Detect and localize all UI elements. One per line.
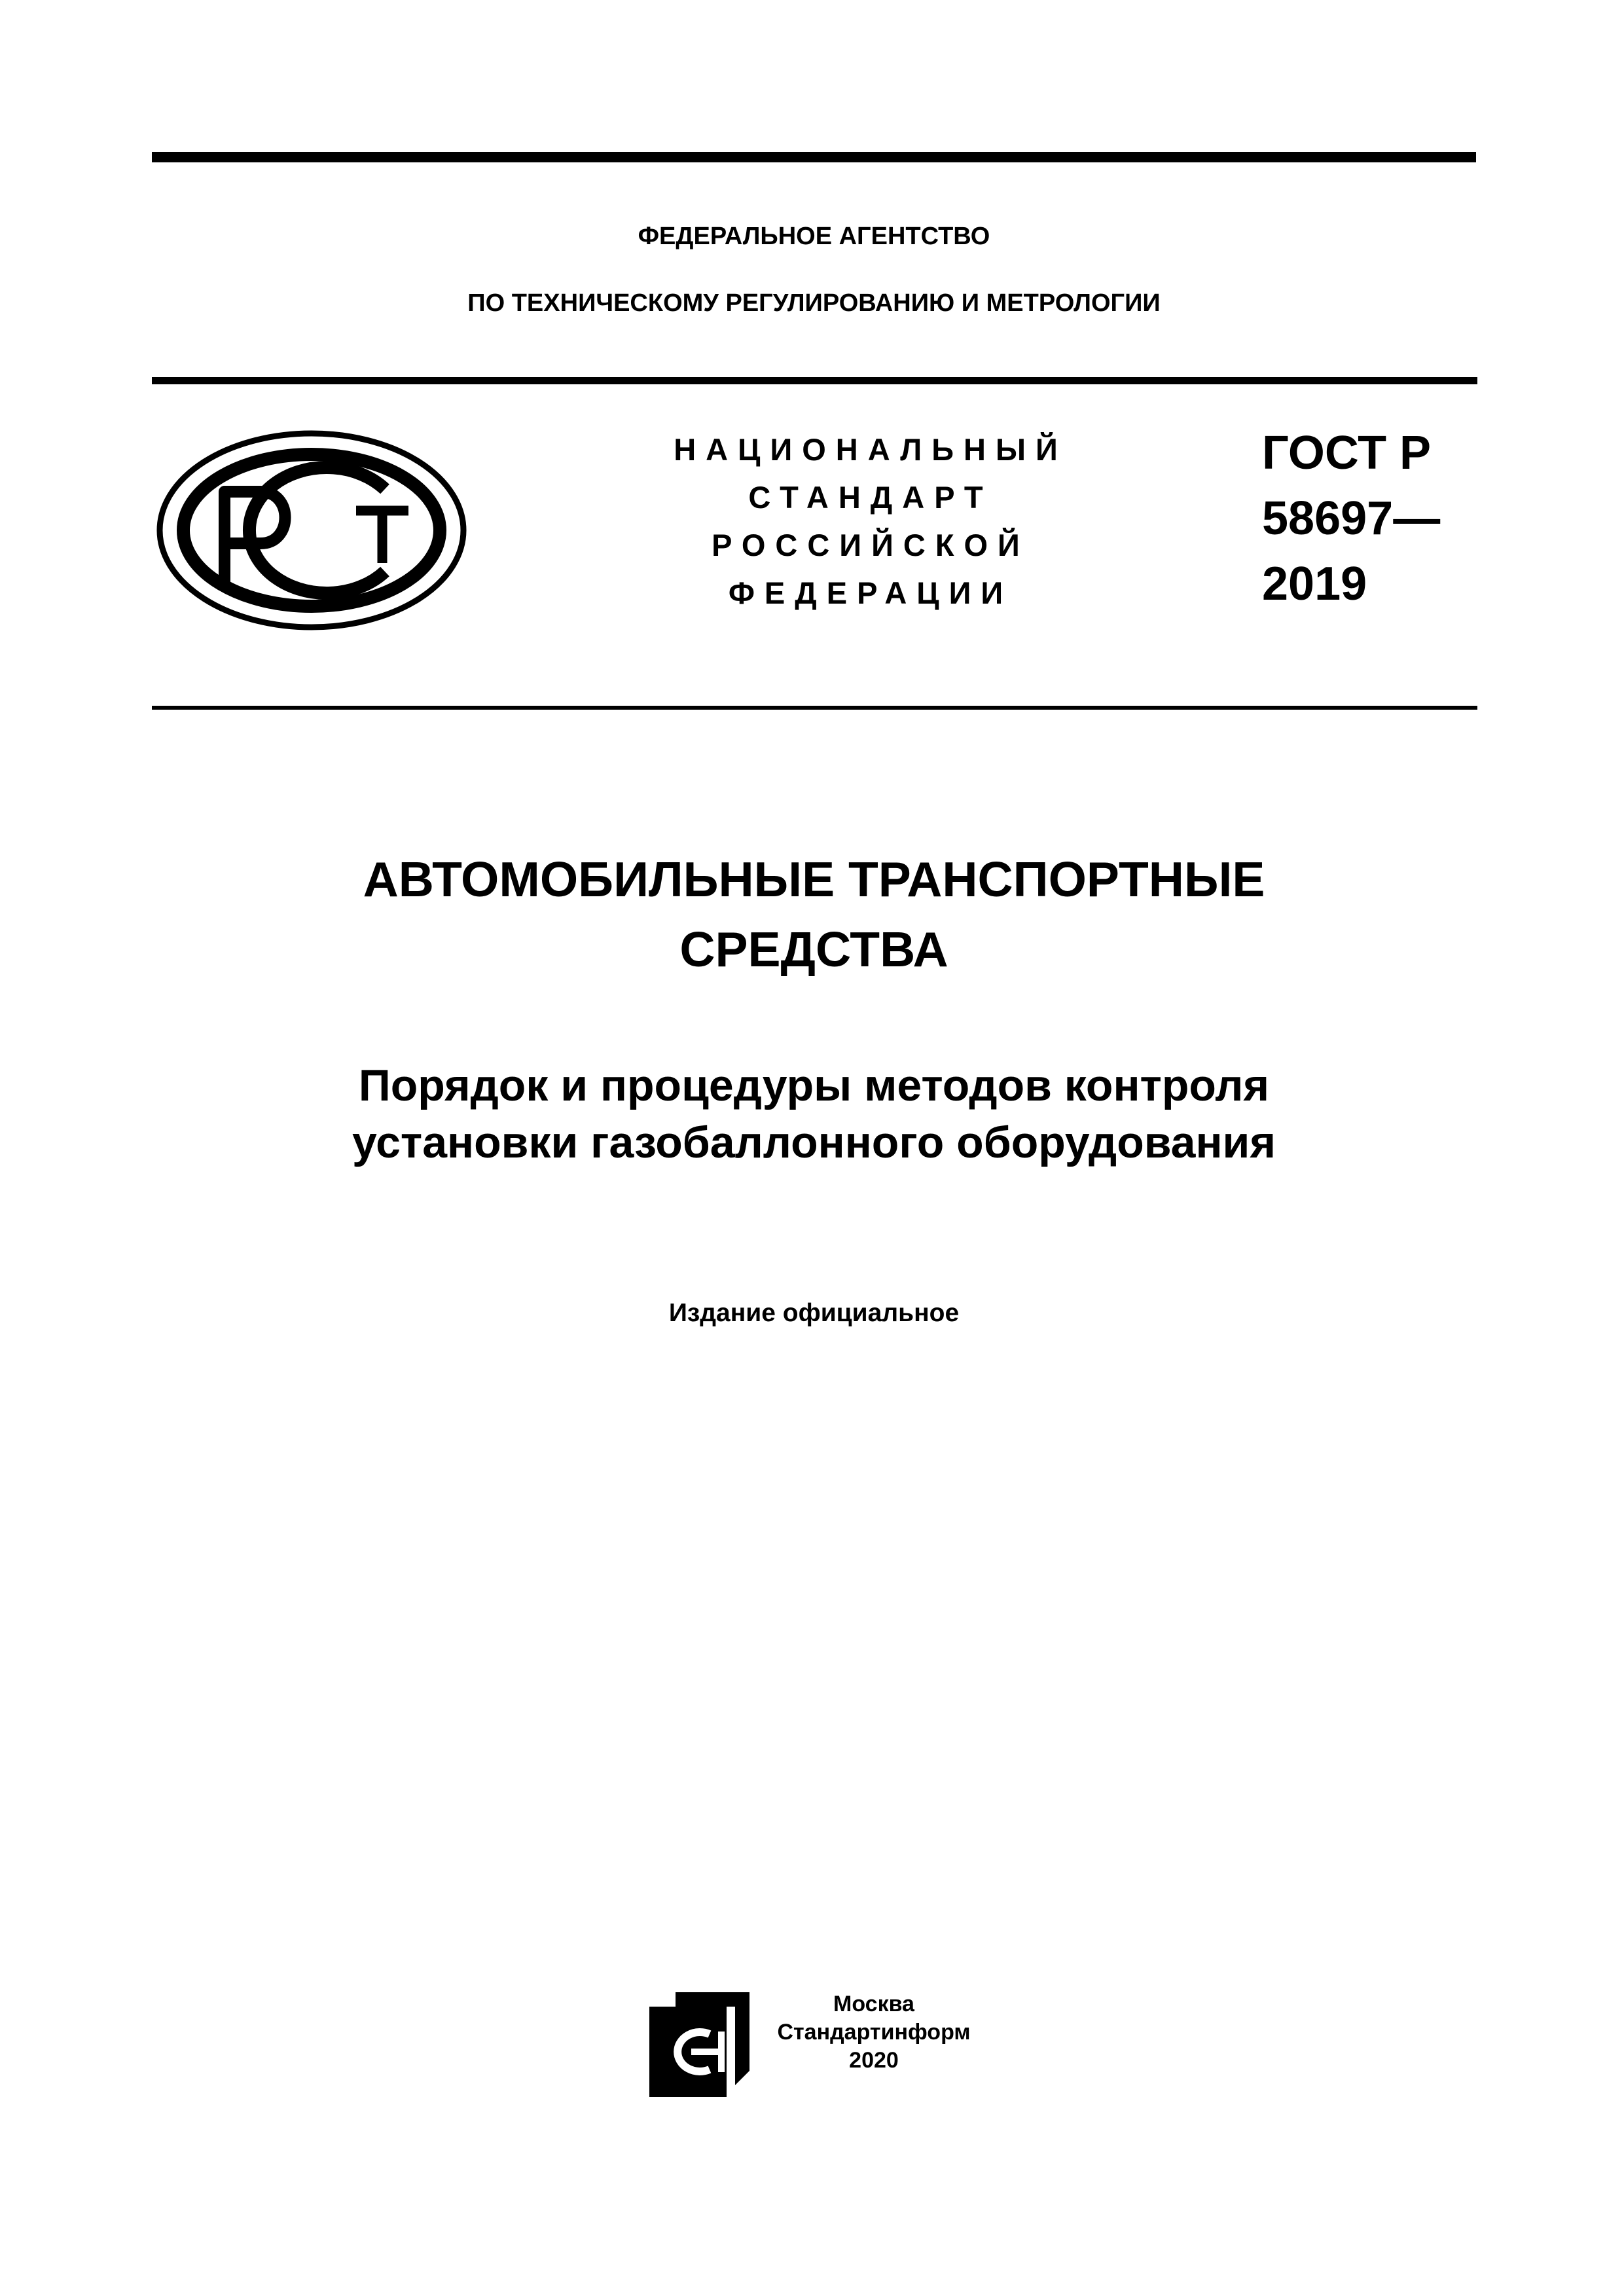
national-standard-label xyxy=(622,426,1119,617)
publisher-city: Москва xyxy=(833,1992,914,2016)
publisher-name: Стандартинформ xyxy=(777,2020,971,2045)
subtitle-line-2: установки газобаллонного оборудования xyxy=(352,1118,1276,1167)
standartinform-logo-icon xyxy=(649,1992,749,2097)
national-line-2: СТАНДАРТ xyxy=(748,480,993,515)
top-rule xyxy=(152,152,1476,162)
national-line-4: ФЕДЕРАЦИИ xyxy=(728,575,1013,610)
document-title xyxy=(152,845,1476,985)
edition-label: Издание официальное xyxy=(668,1299,960,1327)
designation-line-2: 58697— xyxy=(1262,492,1441,545)
title-line-2: СРЕДСТВА xyxy=(679,922,948,977)
rst-logo-icon xyxy=(154,429,469,632)
publisher-block xyxy=(749,1990,998,2075)
national-line-3: РОССИЙСКОЙ xyxy=(712,528,1030,562)
header-rule xyxy=(152,377,1477,384)
designation-line-3: 2019 xyxy=(1262,558,1367,610)
agency-line-1: ФЕДЕРАЛЬНОЕ АГЕНТСТВО xyxy=(638,223,990,250)
title-line-1: АВТОМОБИЛЬНЫЕ ТРАНСПОРТНЫЕ xyxy=(363,852,1265,907)
national-line-1: НАЦИОНАЛЬНЫЙ xyxy=(674,432,1068,467)
designation-line-1: ГОСТ Р xyxy=(1262,427,1432,479)
publisher-year: 2020 xyxy=(849,2048,899,2073)
standard-designation xyxy=(1262,420,1478,617)
agency-line-2: ПО ТЕХНИЧЕСКОМУ РЕГУЛИРОВАНИЮ И МЕТРОЛОГИИ xyxy=(467,289,1161,317)
lower-rule xyxy=(152,706,1477,710)
document-subtitle xyxy=(152,1057,1476,1171)
subtitle-line-1: Порядок и процедуры методов контроля xyxy=(358,1061,1270,1110)
